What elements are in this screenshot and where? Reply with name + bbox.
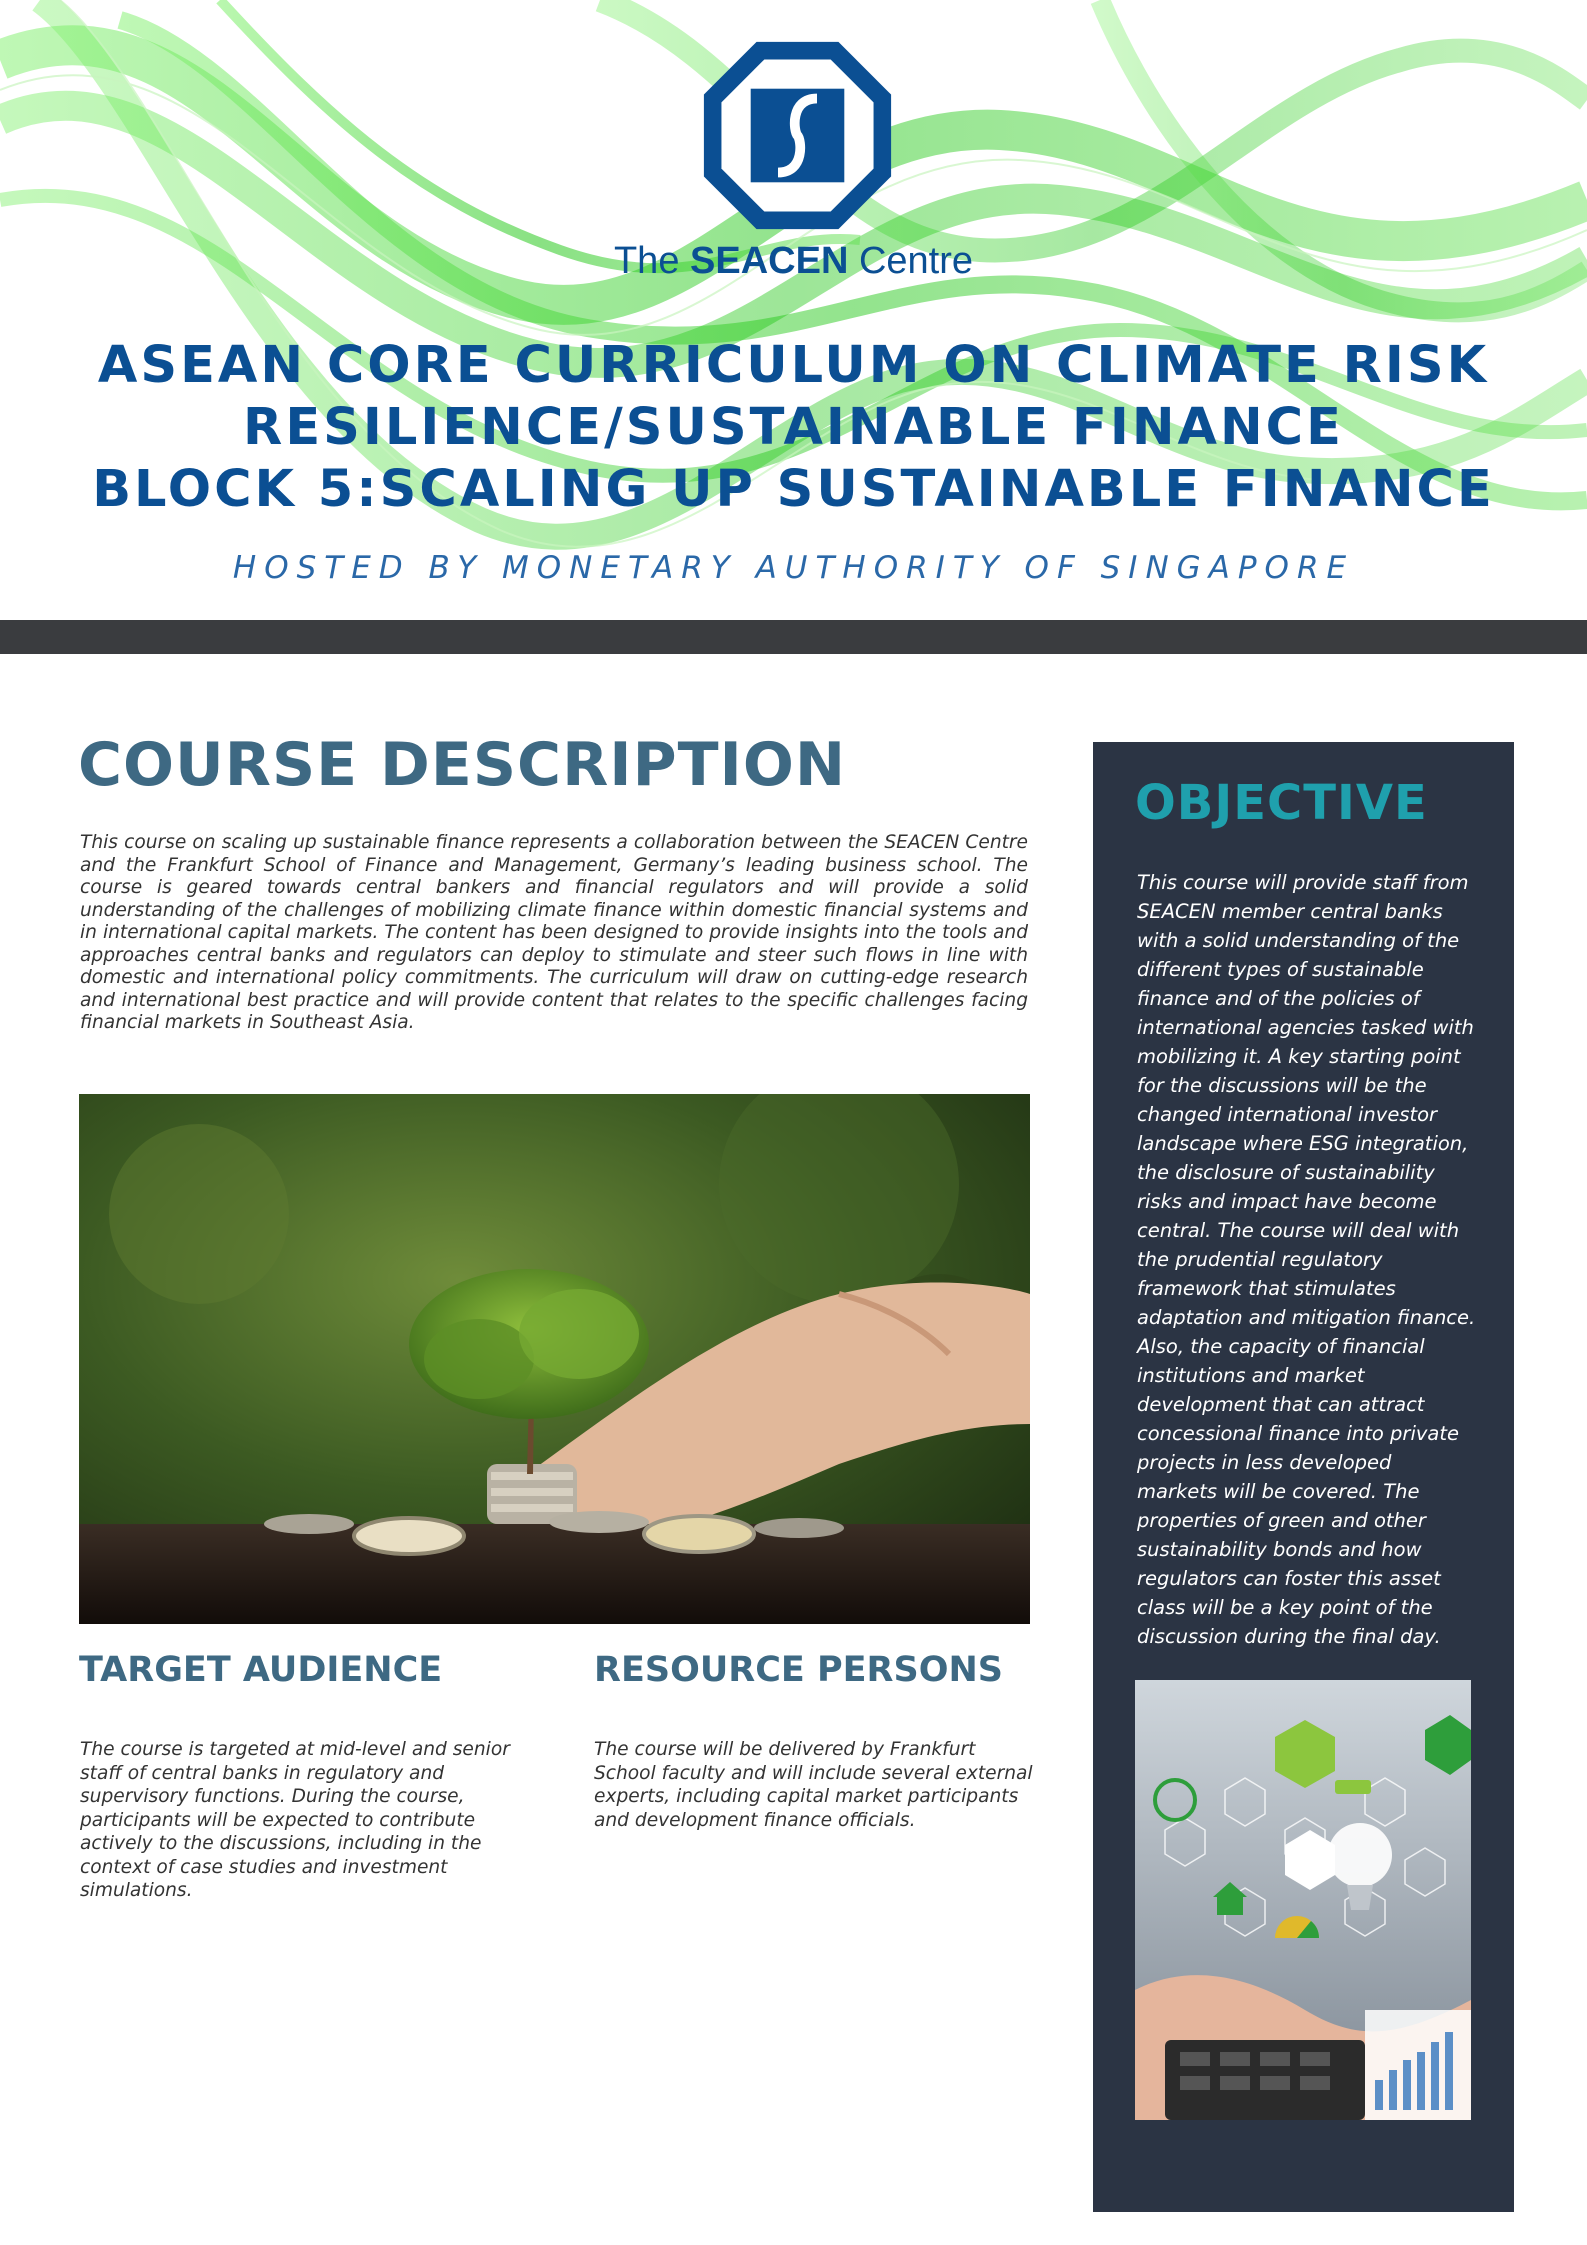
tree-on-coins-photo [79, 1094, 1030, 1624]
course-description-heading: COURSE DESCRIPTION [78, 730, 847, 800]
sustainability-icons-photo [1135, 1680, 1471, 2120]
course-description-text: This course on scaling up sustainable finance represents a collaboration between the SEACEN Centre and the Frankfurt School of Finance and Management, Germany’s leading business school. The course is geared towards central bankers and financial regulators and will provide a solid understanding of the challenges of mobilizing climate finance within domestic financial systems and in international capital markets. The content has been designed to provide insights into the tools and approaches central banks and regulators can deploy to stimulate and steer such flows in line with domestic and international policy commitments. The curriculum will draw on cutting-edge research and international best practice and will provide content that relates to the specific challenges facing financial markets in Southeast Asia. [80, 832, 1028, 1033]
org-name-prefix: The [613, 240, 691, 282]
hosted-by: HOSTED BY MONETARY AUTHORITY OF SINGAPORE [232, 550, 1355, 586]
course-title-line-2: RESILIENCE/SUSTAINABLE FINANCE [243, 398, 1344, 457]
course-title [40, 335, 1547, 521]
resource-persons-heading: RESOURCE PERSONS [594, 1650, 1003, 1690]
org-name-suffix: Centre [848, 240, 974, 282]
seacen-logo [700, 38, 895, 233]
org-name [0, 240, 1587, 283]
resource-persons-text: The course will be delivered by Frankfurt School faculty and will include several external experts, including capital market participants and development finance officials. [594, 1739, 1033, 1831]
course-title-line-3: BLOCK 5:SCALING UP SUSTAINABLE FINANCE [92, 460, 1495, 519]
header [0, 0, 1587, 620]
objective-text: This course will provide staff from SEACEN member central banks with a solid understanding of the different types of sustainable finance and of the policies of international agencies tasked with mobilizing it. A key starting point for the discussions will be the changed international investor landscape where ESG integration, the disclosure of sustainability risks and impact have become central. The course will deal with the prudential regulatory framework that stimulates adaptation and mitigation finance. Also, the capacity of financial institutions and market development that can attract concessional finance into private projects in less developed markets will be covered. The properties of green and other sustainability bonds and how regulators can foster this asset class will be a key point of the discussion during the final day. [1137, 871, 1476, 1648]
objective-heading: OBJECTIVE [1135, 775, 1428, 831]
header-divider-band [0, 620, 1587, 654]
course-title-line-1: ASEAN CORE CURRICULUM ON CLIMATE RISK [97, 336, 1490, 395]
org-name-bold: SEACEN [690, 240, 849, 282]
target-audience-heading: TARGET AUDIENCE [79, 1650, 443, 1690]
target-audience-text: The course is targeted at mid-level and senior staff of central banks in regulatory and supervisory functions. During the course, participants will be expected to contribute actively to the discussions, including in the context of case studies and investment simulations. [80, 1739, 510, 1901]
